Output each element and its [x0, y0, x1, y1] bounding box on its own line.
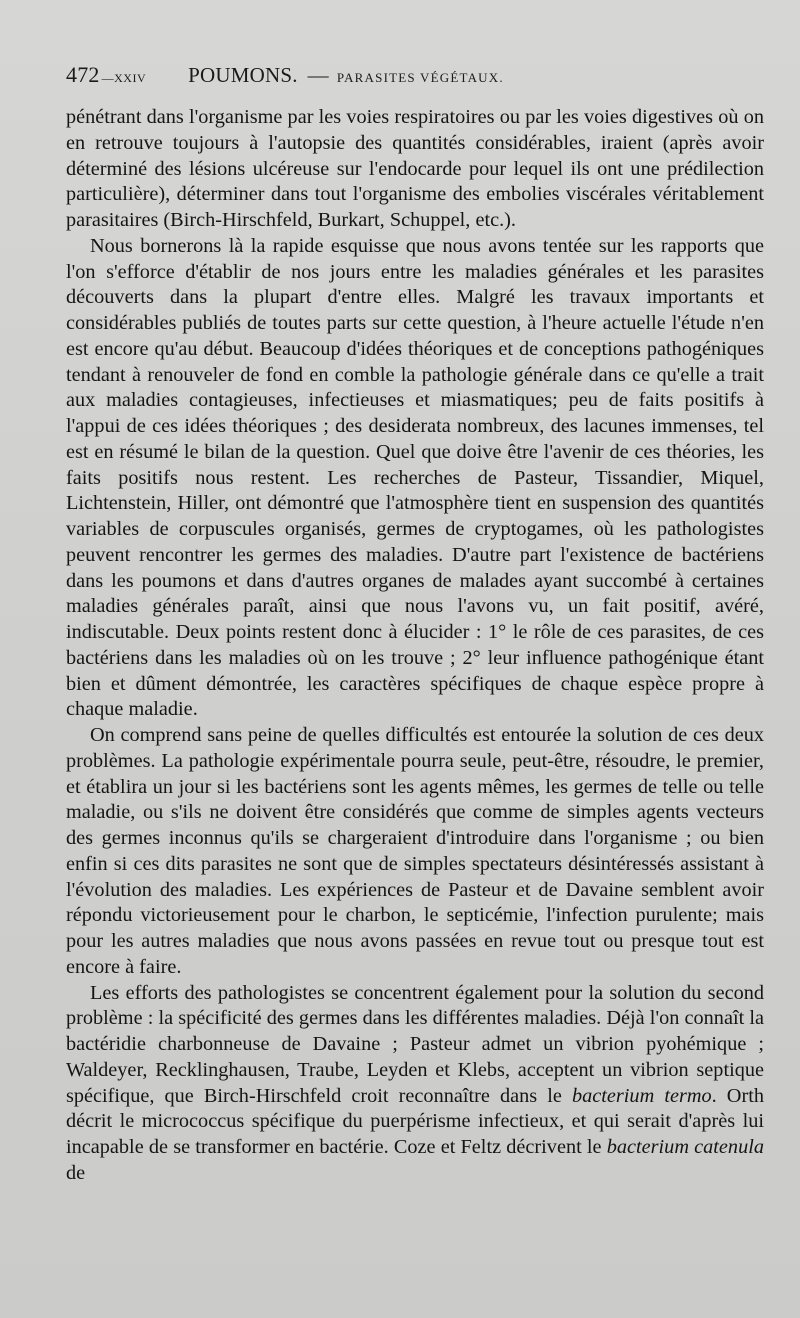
text-segment: pénétrant dans l'organisme par les voies respiratoires ou par les voies digestives où on en retrouve toujours à l'autopsie des quantités considérables, iraient (après avoir déterminé des lésions ulcéreuse sur l'endocarde pour lequel ils ont une prédilection particulière), déterminer dans tout l'organisme des embolies viscérales véritablement parasitaires (Birch-Hirschfeld, Burkart, Schuppel, etc.). — [66, 106, 764, 231]
paragraph — [66, 723, 764, 981]
text-segment: . Orth décrit le micrococcus spécifique du puerpérisme infectieux, et qui serait d'après lui incapable de se transformer en bactérie. Coze et Feltz décrivent le — [66, 1084, 764, 1158]
italic-term: bacterium termo — [571, 1084, 712, 1107]
page-number: 472 — [66, 62, 100, 87]
running-head-title: POUMONS. — [188, 63, 298, 87]
running-head-separator: — — [307, 63, 329, 87]
italic-term: bacterium catenula — [606, 1136, 764, 1158]
running-head-subtitle: PARASITES VÉGÉTAUX. — [336, 70, 504, 85]
text-segment: de — [66, 1161, 86, 1184]
text-segment: Les efforts des pathologistes se concentrent également pour la solution du second problème : la spécificité des germes dans les différentes maladies. Déjà l'on connaît la bactéridie charbonneuse de Davaine ; Pasteur admet un vibrion pyohémique ; Waldeyer, Recklinghausen, Traube, Leyden et Klebs, acceptent un vibrion septique spécifique, que Birch-Hirschfeld croit reconnaître dans le — [66, 981, 764, 1107]
running-head — [66, 62, 764, 102]
paragraph — [66, 105, 764, 234]
text-segment: Nous bornerons là la rapide esquisse que nous avons tentée sur les rapports que l'on s'efforce d'établir de nos jours entre les maladies générales et les parasites découverts dans la plupart d'entre elles. Malgré les travaux importants et considérables publiés de toutes parts sur cette question, à l'heure actuelle l'étude n'en est encore qu'au début. Beaucoup d'idées théoriques et de conceptions pathogéniques tendant à renouveler de fond en comble la pathologie générale dans ce qu'elle a trait aux maladies contagieuses, infectieuses et miasmatiques; peu de faits positifs à l'appui de ces idées théoriques ; des desiderata nombreux, des lacunes immenses, tel est en résumé le bilan de la question. Quel que doive être l'avenir de ces théories, les faits positifs nous restent. Les recherches de Pasteur, Tissandier, Miquel, Lichtenstein, Hiller, ont démontré que l'atmosphère tient en suspension des quantités variables de corpuscules organisés, germes de cryptogames, où les pathologistes peuvent rencontrer les germes des maladies. D'autre part l'existence de bactériens dans les poumons et dans d'autres organes de malades ayant succombé à certaines maladies générales paraît, ainsi que nous l'avons vu, un fait positif, avéré, indiscutable. Deux points restent donc à élucider : 1° le rôle de ces parasites, de ces bactériens dans les maladies où on les trouve ; 2° leur influence pathogénique étant bien et dûment démontrée, les caractères spécifiques de chaque espèce propre à chaque maladie. — [66, 234, 764, 721]
paragraph — [66, 981, 764, 1187]
section-mark: —XXIV — [101, 71, 147, 85]
body-text — [66, 105, 764, 1187]
text-segment: On comprend sans peine de quelles difficultés est entourée la solution de ces deux problèmes. La pathologie expérimentale pourra seule, peut-être, résoudre, le premier, et établira un jour si les bactériens sont les agents mêmes, les germes de telle ou telle maladie, ou s'ils ne doivent être considérés que comme de simples agents vecteurs des germes inconnus qu'ils se chargeraient d'introduire dans l'organisme ; ou bien enfin si ces dits parasites ne sont que de simples spectateurs désintéressés assistant à l'évolution des maladies. Les expériences de Pasteur et de Davaine semblent avoir répondu victorieusement pour le charbon, le septicémie, l'infection purulente; mais pour les autres maladies que nous avons passées en revue tout ou presque tout est encore à faire. — [66, 724, 764, 978]
paragraph — [66, 234, 764, 723]
